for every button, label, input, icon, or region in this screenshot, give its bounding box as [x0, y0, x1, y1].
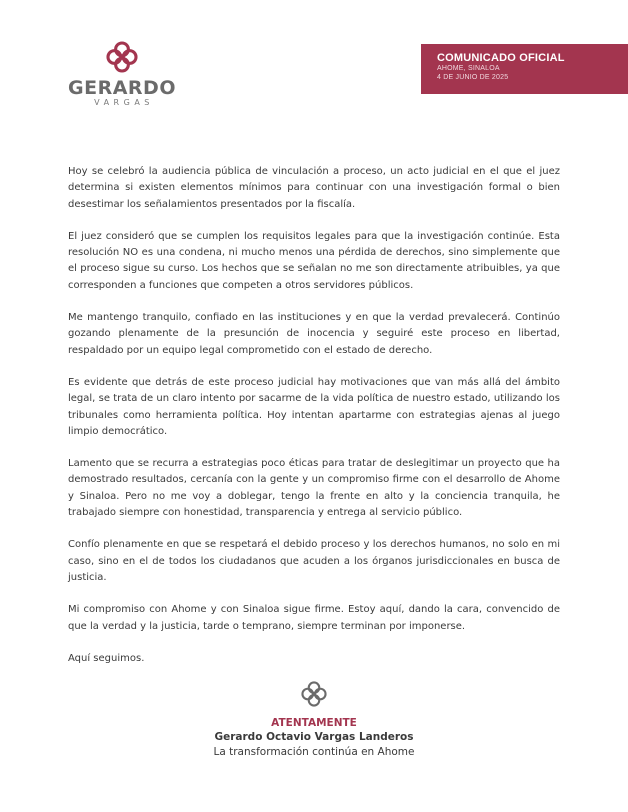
signer-name: Gerardo Octavio Vargas Landeros [214, 731, 414, 743]
banner-title: COMUNICADO OFICIAL [437, 52, 565, 64]
paragraph: Es evidente que detrás de este proceso judicial hay motivaciones que van más allá del ámbito legal, se trata de un claro intento por sacarme de la vida política de nuestro estado, utilizando los tribunales como herramienta política. Hoy intentan apartarme con estrategias ajenas al juego limpio democrático. [68, 376, 560, 437]
closing-text: ATENTAMENTE [271, 717, 357, 729]
logo-subname: VARGAS [94, 98, 154, 107]
interlocking-loops-icon [105, 40, 139, 74]
paragraph: El juez consideró que se cumplen los requisitos legales para que la investigación continúe. Esta resolución NO es una condena, ni mucho menos una pérdida de derechos, sino simplemente que el proceso sigue su curso. Los hechos que se señalan no me son directamente atribuibles, ya que corresponden a funciones que competen a otros servidores públicos. [68, 230, 560, 291]
paragraph: Lamento que se recurra a estrategias poco éticas para tratar de deslegitimar un proyecto que ha demostrado resultados, cercanía con la gente y un compromiso firme con el desarrollo de Ahome y Sinaloa. Pero no me voy a doblegar, tengo la frente en alto y la conciencia tranquila, he trabajado siempre con honestidad, transparencia y entrega al servicio público. [68, 458, 560, 519]
paragraph: Aquí seguimos. [68, 652, 145, 664]
brand-logo [66, 40, 178, 108]
logo-name: GERARDO [68, 77, 176, 99]
official-banner [421, 44, 628, 94]
interlocking-loops-icon [300, 680, 328, 708]
paragraph: Me mantengo tranquilo, confiado en las instituciones y en que la verdad prevalecerá. Continúo gozando plenamente de la presunción de inocencia y seguiré este proceso en libertad, respaldado por un equipo legal comprometido con el estado de derecho. [68, 312, 560, 356]
paragraph: Hoy se celebró la audiencia pública de vinculación a proceso, un acto judicial en el que el juez determina si existen elementos mínimos para continuar con una investigación formal o bien desestimar los señalamientos presentados por la fiscalía. [68, 166, 560, 210]
banner-location: AHOME, SINALOA [437, 65, 500, 72]
slogan: La transformación continúa en Ahome [213, 746, 415, 758]
paragraph: Mi compromiso con Ahome y con Sinaloa sigue firme. Estoy aquí, dando la cara, convencido de que la verdad y la justicia, tarde o temprano, siempre terminan por imponerse. [68, 604, 560, 632]
banner-date: 4 DE JUNIO DE 2025 [437, 73, 509, 81]
statement-body [68, 164, 560, 683]
signature-block [0, 680, 628, 760]
paragraph: Confío plenamente en que se respetará el debido proceso y los derechos humanos, no solo en mi caso, sino en el de todos los ciudadanos que acuden a los órganos jurisdiccionales en busca de justicia. [68, 539, 560, 583]
